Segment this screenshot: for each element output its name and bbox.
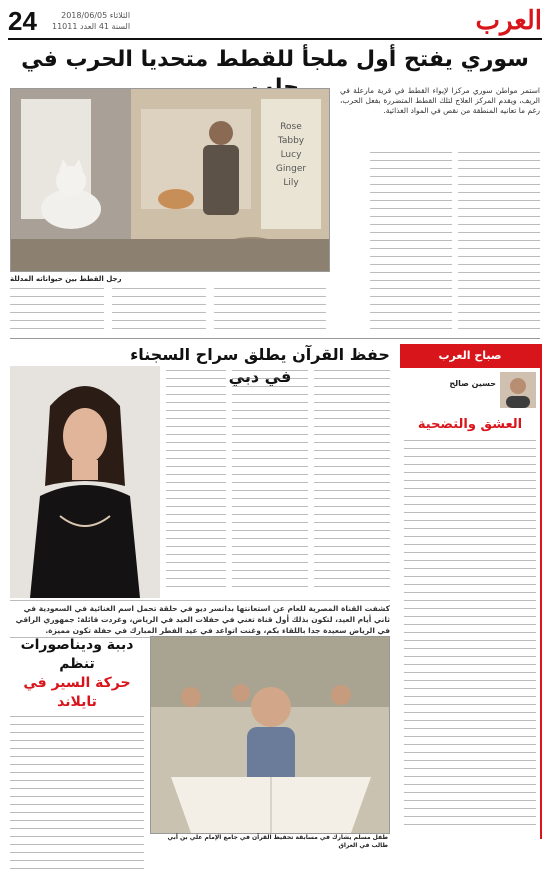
page-number: 24	[8, 6, 37, 36]
lead-photo	[10, 88, 330, 272]
section-divider	[10, 338, 540, 339]
newspaper-logo: العرب	[475, 6, 542, 36]
date-line: الثلاثاء 2018/06/05	[61, 11, 131, 20]
quran-text-column-2	[232, 370, 308, 594]
author-name: حسين صالح	[449, 379, 496, 388]
sidebar-text	[404, 440, 536, 832]
svg-text:Tabby: Tabby	[277, 136, 305, 146]
cat-shelter-illustration	[11, 89, 329, 271]
lead-bottom-column-2	[112, 288, 206, 334]
lead-text-column-1	[458, 152, 540, 334]
author-portrait-icon	[500, 372, 536, 408]
svg-text:Ginger: Ginger	[275, 164, 307, 174]
lead-text-column-2	[370, 152, 452, 334]
singer-photo	[10, 366, 160, 598]
lead-headline: سوري يفتح أول ملجأ للقطط متحديا الحرب في	[21, 47, 529, 72]
sidebar-title: العشق والتضحية	[417, 417, 523, 432]
traffic-headline-line2: حركة السير في تايلاند	[23, 675, 131, 710]
date-block	[52, 10, 130, 32]
issue-line: السنة 41 العدد 11011	[52, 22, 131, 31]
svg-text:Lucy: Lucy	[280, 150, 302, 160]
quran-pull-quote: كشفت القناة المصرية للعام عن استعانتها بدانسر ديو في حلقة تحمل اسم الغنائية في السعودية في ثاني أيام العيد، لتكون بذلك أول قناة تغني في حفلات العيد في الرياض، وغردت قائلة: جمهوري الراقي في الرياض سعيدة جدا باللقاء بكم، وغنت اتواعد في عيد الفطر المبارك في حفلة تكون مميزة.	[10, 600, 390, 638]
opinion-sidebar	[400, 344, 542, 839]
sidebar-section-label: صباح العرب	[400, 344, 540, 368]
traffic-article	[10, 636, 144, 872]
traffic-headline-line1: دببة وديناصورات تنظم	[20, 637, 134, 672]
traffic-text	[10, 716, 144, 872]
students-photo-caption: طفل مسلم يشارك في مسابقة تحفيظ القرآن في جامع الإمام علي بن أبي طالب في العراق	[167, 834, 388, 849]
singer-illustration	[10, 366, 160, 598]
quran-students-photo	[150, 636, 390, 834]
quran-text-column-3	[166, 370, 226, 594]
lead-deck: استمر مواطن سوري مركزا لإيواء القطط في قرية مارعلة في الريف، ويقدم المركز العلاج لتلك القطط المتضررة بفعل الحرب، رغم ما تعانيه المنطقة من نقص في المواد الغذائية.	[340, 86, 540, 115]
svg-text:Lily: Lily	[283, 178, 299, 188]
lead-photo-caption: رجل القطط بين حيواناته المدللة	[10, 275, 122, 283]
lead-bottom-column-1	[10, 288, 104, 334]
svg-text:Rose: Rose	[280, 122, 302, 132]
masthead	[8, 6, 542, 40]
lead-bottom-column-3	[214, 288, 326, 334]
author-avatar	[500, 372, 536, 408]
quran-headline: حفظ القرآن يطلق سراح السجناء في دبي	[130, 345, 390, 386]
quran-text-column-1	[314, 370, 390, 594]
students-illustration	[151, 637, 389, 833]
